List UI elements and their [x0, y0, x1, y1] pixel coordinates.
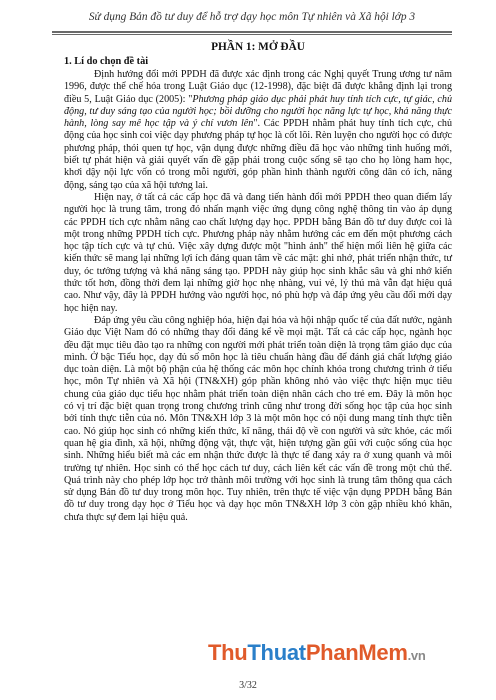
running-header: Sử dụng Bản đồ tư duy để hỗ trợ dạy học môn Tự nhiên và Xã hội lớp 3: [88, 11, 416, 23]
document-body: [64, 37, 452, 524]
watermark-part-4: .vn: [407, 648, 426, 663]
watermark-logo: [208, 640, 426, 666]
paragraph-1-intro: Định hướng đổi mới PPDH đã được xác định trong các Nghị quyết Trung ương tư năm 1996, được thể chế hóa trong Luật Giáo dục (12-1998), đặc biệt đã được khẳng định lại trong điều 5, Luật Giáo dục (2005): ": [64, 69, 452, 105]
watermark-part-1: Thu: [208, 640, 248, 665]
watermark-part-3: PhanMem: [305, 640, 408, 665]
section-title: 1. Lí do chọn đề tài: [64, 56, 149, 67]
paragraph-3: Đáp ứng yêu cầu công nghiệp hóa, hiện đại hóa và hội nhập quốc tế của đất nước, ngành Giáo dục Việt Nam đó có những thay đổi đáng kể về mọi mặt. Tất cả các cấp học, ngành học đều đặt mục tiêu đào tạo ra những con người mới phát triển toàn diện là trọng tâm giáo dục của mình. Ở bậc Tiểu học, dạy đủ số môn học là tiêu chuẩn hàng đầu để đánh giá chất lượng giáo dục toàn diện. Là một bộ phận của hệ thống các môn học chính khóa trong chương trình ở tiểu học, môn Tự nhiên và Xã hội (TN&XH) góp phần không nhỏ vào việc thực hiện mục tiêu chung của giáo dục tiểu học nhằm phát triển toàn diện nhân cách cho trẻ em. Đây là môn học có vị trí đặc biệt quan trọng trong chương trình cũng như trong đời sống học tập của học sinh bởi tính thực tiễn của nó. Môn TN&XH lớp 3 là một môn học có nội dung mang tính thực tiễn cao. Nó giúp học sinh có những kiến thức, kĩ năng, thái độ về con người và sức khỏe, các mối quan hệ gia đình, xã hội, những động vật, thực vật, hiện tượng gần gũi với cuộc sống của học sinh. Những hiểu biết mà các em nhận thức được là thực tế đang xảy ra ở xung quanh và môi trường tự nhiên. Học sinh có thể học cách tư duy, cách liên kết các vấn đề trong một chủ thể. Quá trình này cho phép lớp học trở thành môi trường với học sinh là trung tâm thông qua cách sử dụng Bản đồ tư duy trong môn học. Tuy nhiên, trên thực tế việc vận dụng PPDH bằng Bản đồ tư duy trong dạy học ở Tiểu học và dạy học môn TN&XH lớp 3 còn gặp nhiều khó khăn, chưa thực sự đem lại hiệu quả.: [64, 314, 452, 523]
header-rule: [52, 31, 452, 35]
part-title: PHẦN 1: MỞ ĐẦU: [211, 41, 305, 53]
paragraph-2: Hiện nay, ở tất cả các cấp học đã và đang tiến hành đổi mới PPDH theo quan điểm lấy người học là trung tâm, trong đó nhấn mạnh việc ứng dụng công nghệ thông tin vào áp dụng các PPDH tích cực nhằm nâng cao chất lượng dạy học. PPDH bằng Bản đồ tư duy được coi là một trong những PPDH tích cực. Phương pháp này nhằm hướng các em đến một phương cách học tập tích cực và tự chủ. Việc xây dựng được một "hình ảnh" thể hiện mối liên hệ giữa các kiến thức sẽ mang lại những lợi ích đáng quan tâm về các mặt: ghi nhớ, phát triển nhận thức, tư duy, óc tưởng tượng và khả năng sáng tạo. PPDH này giúp học sinh khắc sâu và ghi nhớ kiến thức tốt hơn, đồng thời đem lại những giờ học nhẹ nhàng, vui vẻ, lý thú mà vẫn đạt hiệu quả cao. Như vậy, đây là PPDH hướng vào người học, nó phù hợp và đáp ứng yêu cầu đổi mới dạy học hiện nay.: [64, 191, 452, 314]
paragraph-1: [64, 69, 452, 192]
page-number: 3/32: [239, 680, 257, 691]
watermark-part-2: Thuat: [247, 640, 306, 665]
paragraph-1-rest: ". Các PPDH nhằm phát huy tính tích cực, chủ động của học sinh coi việc dạy phương pháp tự học là cốt lõi. Rèn luyện cho người học có được phương pháp, thói quen tự học, vận dụng được những điều đã học vào những tình huống mới, biết tự phát hiện và giải quyết vấn đề gặp phải trong cuộc sống sẽ tạo cho họ lòng ham học, khơi dậy nội lực vốn có trong mỗi người, góp phần hình thành người công dân có ích, năng động, sáng tạo của xã hội tương lai.: [64, 118, 452, 191]
paragraph-1-quote: Phương pháp giáo dục phải phát huy tính tích cực, tự giác, chủ động, tư duy sáng tạo của người học; bồi dưỡng cho người học năng lực tự học, khả năng thực hành, lòng say mê học tập và ý chí vươn lên: [64, 93, 452, 130]
